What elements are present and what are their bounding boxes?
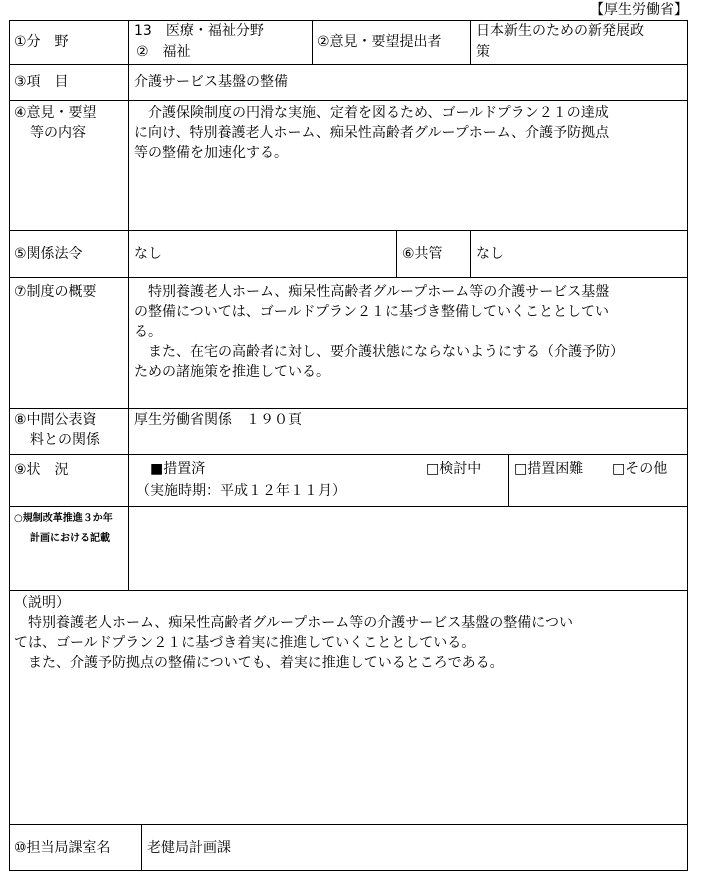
implementation-period: （実施時期：平成１２年１１月） xyxy=(136,483,346,499)
field-value: 13 医療・福祉分野 xyxy=(134,23,264,39)
submitter-label: ②意見・要望提出者 xyxy=(317,34,442,50)
explanation-line: また、介護予防拠点の整備についても、着実に推進しているところである。 xyxy=(28,655,504,671)
joint-jurisdiction-label: ⑥共管 xyxy=(402,246,443,262)
row-divider xyxy=(9,408,688,409)
overview-line: ための諸施策を推進している。 xyxy=(134,364,330,380)
field-label: ①分 野 xyxy=(14,34,69,50)
label-column-divider xyxy=(128,20,129,590)
overview-line: 特別養護老人ホーム、痴呆性高齢者グループホーム等の介護サービス基盤 xyxy=(148,284,610,300)
responsible-division-value: 老健局計画課 xyxy=(147,840,231,856)
row-divider xyxy=(9,506,688,507)
row-divider xyxy=(9,277,688,278)
item-value: 介護サービス基盤の整備 xyxy=(134,74,288,90)
joint-jurisdiction-value: なし xyxy=(476,246,504,262)
label-column-divider xyxy=(141,824,142,871)
row-divider xyxy=(9,230,688,231)
request-label-cont: 等の内容 xyxy=(30,125,86,141)
column-divider xyxy=(470,230,471,277)
system-overview-label: ⑦制度の概要 xyxy=(14,284,97,300)
overview-line: る。 xyxy=(134,324,162,340)
interim-material-value: 厚生労働省関係 １９０頁 xyxy=(134,412,302,428)
status-difficult: □措置困難 xyxy=(514,461,584,477)
row-divider xyxy=(9,100,688,101)
column-divider xyxy=(312,20,313,64)
submitter-value: 日本新生のための新発展政 xyxy=(476,23,644,39)
request-line: に向け、特別養護老人ホーム、痴呆性高齢者グループホーム、介護予防拠点 xyxy=(134,125,610,141)
related-law-label: ⑤関係法令 xyxy=(14,246,83,262)
system-overview-content xyxy=(134,282,686,382)
overview-line: また、在宅の高齢者に対し、要介護状態にならないようにする（介護予防） xyxy=(148,344,624,360)
explanation-heading: （説明） xyxy=(14,595,70,611)
explanation-line: 特別養護老人ホーム、痴呆性高齢者グループホーム等の介護サービス基盤の整備につい xyxy=(28,615,574,631)
status-under-review: □検討中 xyxy=(426,461,482,477)
row-divider xyxy=(9,824,688,825)
column-divider xyxy=(470,20,471,64)
ministry-header: 【厚生労働省】 xyxy=(590,2,688,18)
status-implemented: ■措置済 xyxy=(150,461,206,477)
responsible-division-label: ⑩担当局課室名 xyxy=(14,840,111,856)
column-divider xyxy=(396,230,397,277)
row-divider xyxy=(9,64,688,65)
related-law-value: なし xyxy=(134,246,162,262)
column-divider xyxy=(508,454,509,506)
row-divider xyxy=(9,590,688,591)
field-subvalue: ② 福祉 xyxy=(136,44,191,60)
explanation-line: ては、ゴールドプラン２１に基づき着実に推進していくこととしている。 xyxy=(14,635,476,651)
interim-material-label: ⑧中間公表資 xyxy=(14,412,97,428)
reform-plan-label: ○規制改革推進３か年 xyxy=(14,513,113,524)
interim-material-label-cont: 料との関係 xyxy=(30,432,100,448)
request-label: ④意見・要望 xyxy=(14,105,97,121)
request-content xyxy=(134,103,684,163)
item-label: ③項 目 xyxy=(14,74,69,90)
submitter-value-cont: 策 xyxy=(476,44,490,60)
row-divider xyxy=(9,454,688,455)
request-line: 等の整備を加速化する。 xyxy=(134,145,288,161)
status-other: □その他 xyxy=(612,461,668,477)
overview-line: の整備については、ゴールドプラン２１に基づき整備していくこととしてい xyxy=(134,304,610,320)
reform-plan-label-cont: 計画における記載 xyxy=(30,533,110,544)
explanation-section xyxy=(14,593,684,673)
request-line: 介護保険制度の円滑な実施、定着を図るため、ゴールドプラン２１の達成 xyxy=(148,105,609,121)
status-label: ⑨状 況 xyxy=(14,462,69,478)
